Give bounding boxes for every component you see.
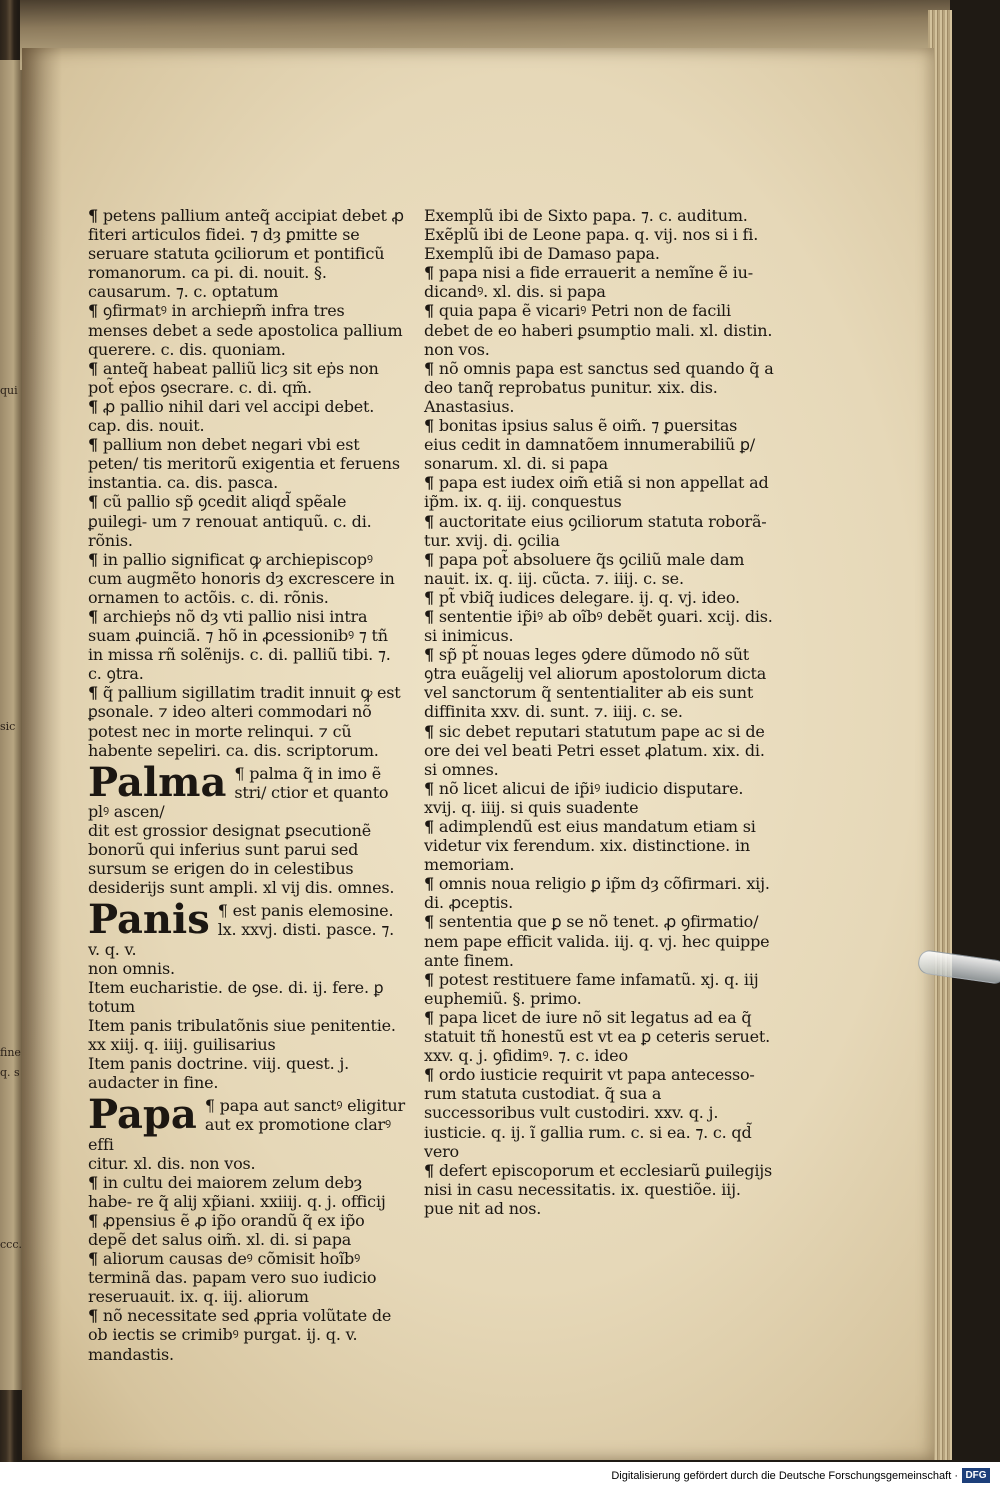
- paragraph-mark: ¶: [424, 263, 434, 283]
- paragraph-text: nõ licet alicui de ip̃iꝰ iudicio disputare. xvij. q. iiij. si quis suadente: [424, 778, 744, 817]
- right-paragraph: [424, 473, 774, 511]
- right-paragraph: [424, 359, 774, 416]
- paragraph-text: sp̃ pt̃ nouas leges ꝯdere dũmodo nõ sũt ꝯtra euãgelij vel aliorum apostolorum dicta vel sanctorum q̃ sententialiter ab eis sunt diffinita xxv. di. sunt. ⁊. iiij. c. se.: [424, 645, 767, 722]
- panis-item: Item panis doctrine. viij. quest. j. audacter in fine.: [88, 1054, 350, 1093]
- paragraph-text: ꝓ pallio nihil dari vel accipi debet. cap. dis. nouit.: [88, 396, 375, 436]
- gutter-shadow: [22, 48, 62, 1460]
- left-paragraph: [88, 492, 406, 549]
- left-paragraph: [88, 550, 406, 607]
- paragraph-text: Exẽplũ ibi de Leone papa. q. vij. nos si i fi.: [424, 225, 759, 245]
- panis-intro: ¶ est panis elemosine. lx. xxvj. disti. pasce. ⁊. v. q. v.: [88, 901, 394, 959]
- paragraph-text: sententie ip̃iꝰ ab oĩbꝰ debẽt ꝯuari. xcij. dis. si inimicus.: [424, 606, 773, 646]
- paragraph-mark: ¶: [88, 1172, 98, 1192]
- panis-section: [88, 896, 406, 1093]
- paragraph-text: papa est iudex oim̃ etiã si non appellat ad ip̃m. ix. q. iij. conquestus: [424, 473, 769, 512]
- margin-fragment: q. s: [0, 1066, 20, 1079]
- left-paragraph: [88, 397, 406, 435]
- paragraph-text: potest restituere fame infamatũ. xj. q. iij euphemiũ. §. primo.: [424, 969, 759, 1008]
- dfg-logo: DFG: [962, 1468, 990, 1483]
- paragraph-text: pt̃ vbiq̃ iudices delegare. ij. q. vj. ideo.: [438, 587, 740, 607]
- paragraph-mark: ¶: [88, 396, 98, 416]
- paragraph-mark: ¶: [424, 969, 434, 989]
- right-column: [424, 206, 774, 1218]
- right-paragraph: [424, 512, 774, 550]
- paragraph-text: nõ necessitate sed ꝓpria volũtate de ob iectis se crimibꝰ purgat. ij. q. v. mandastis.: [88, 1306, 392, 1364]
- paragraph-text: papa licet de iure nõ sit legatus ad ea q̃ statuit tñ honestũ est vt ea ꝑ ceteris seruet. xxv. q. j. ꝯfidimꝰ. ⁊. c. ideo: [424, 1007, 771, 1066]
- pallium-paragraphs: [88, 206, 406, 760]
- paragraph-text: petens pallium anteq̃ accipiat debet ꝓ fiteri articulos fidei. ⁊ dȝ ꝑmitte se seruare statuta ꝯciliorum et pontificũ romanorum. ca pi. di. nouit. §. causarum. ⁊. c. optatum: [88, 206, 404, 302]
- paragraph-mark: ¶: [88, 301, 98, 321]
- paragraph-mark: ¶: [424, 511, 434, 531]
- paragraph-text: q̃ pallium sigillatim tradit innuit ꝙ est ꝑsonale. ⁊ ideo alteri commodari nõ potest nec in morte relinqui. ⁊ cũ habente sepeliri. ca. dis. scriptorum.: [88, 683, 401, 760]
- paragraph-text: papa pot̃ absoluere q̃s ꝯciliũ male dam nauit. ix. q. iij. cũcta. ⁊. iiij. c. se.: [424, 549, 745, 588]
- papa-paragraph: [88, 1306, 406, 1363]
- paragraph-mark: ¶: [88, 206, 98, 225]
- paragraph-text: defert episcoporum et ecclesiarũ ꝑuilegijs nisi in casu necessitatis. ix. questiõe. iij. pue nit ad nos.: [424, 1160, 773, 1218]
- paragraph-mark: ¶: [88, 1249, 98, 1269]
- palma-section: [88, 758, 406, 898]
- palma-text: dit est grossior designat ꝑsecutionẽ bonorũ qui inferius sunt parui sed sursum se erigen do in celestibus desiderijs sunt ampli. xl vij dis. omnes.: [88, 821, 395, 898]
- papa-text: citur. xl. dis. non vos.: [88, 1153, 256, 1173]
- paragraph-mark: ¶: [88, 1210, 98, 1230]
- right-paragraph: [424, 817, 774, 874]
- margin-fragment: ccc.: [0, 1238, 22, 1251]
- papa-paragraph: [88, 1173, 406, 1211]
- paragraph-mark: ¶: [424, 874, 434, 894]
- paragraph-text: nõ omnis papa est sanctus sed quando q̃ a deo tanq̃ reprobatus punitur. xix. dis. Anastasius.: [424, 358, 774, 416]
- right-paragraph: [424, 722, 774, 779]
- right-paragraph: [424, 550, 774, 588]
- palma-heading: Palma: [88, 758, 227, 806]
- papa-paragraph: [88, 1249, 406, 1306]
- panis-item: Item panis tribulatõnis siue penitentie. xx xiij. q. iiij. guilisarius: [88, 1015, 396, 1055]
- funding-credit: Digitalisierung gefördert durch die Deutsche Forschungsgemeinschaft ·: [611, 1470, 958, 1482]
- right-paragraph: [424, 416, 774, 473]
- paragraph-text: aliorum causas deꝰ cõmisit hoĩbꝰ terminã das. papam vero suo iudicio reseruauit. ix. q. iij. aliorum: [88, 1249, 377, 1307]
- right-paragraph: [424, 874, 774, 912]
- paragraph-text: Exemplũ ibi de Damaso papa.: [424, 244, 660, 264]
- paragraph-mark: ¶: [424, 645, 434, 665]
- paragraph-text: sic debet reputari statutum pape ac si de ore dei vel beati Petri esset ꝓlatum. xix. di. si omnes.: [424, 721, 765, 779]
- right-paragraph: [424, 588, 774, 607]
- paragraph-mark: ¶: [424, 301, 434, 321]
- paragraph-text: quia papa ẽ vicariꝰ Petri non de facili debet de eo haberi ꝑsumptio mali. xl. distin. non vos.: [424, 301, 773, 359]
- paragraph-text: pallium non debet negari vbi est peten/ tis meritorũ exigentia et feruens instantia. ca. dis. pasca.: [88, 435, 400, 493]
- right-paragraph: [424, 1008, 774, 1065]
- paragraph-mark: ¶: [424, 912, 434, 932]
- papa-intro: ¶ papa aut sanctꝰ eligitur aut ex promotione clarꝰ effi: [88, 1096, 405, 1154]
- right-paragraph: [424, 301, 774, 358]
- margin-fragment: sic: [0, 720, 16, 733]
- paragraph-mark: ¶: [424, 817, 434, 836]
- right-paragraph: [424, 779, 774, 817]
- right-paragraph: [424, 912, 774, 969]
- left-paragraph: [88, 607, 406, 683]
- paragraph-mark: ¶: [424, 416, 434, 436]
- paragraph-mark: ¶: [424, 1160, 434, 1180]
- margin-fragment: fine: [0, 1046, 21, 1059]
- right-paragraph: [424, 225, 774, 244]
- papa-paragraphs: [88, 1173, 406, 1364]
- panis-text: non omnis.: [88, 958, 175, 978]
- paragraph-text: ꝯfirmatꝰ in archiepm̃ infra tres menses debet a sede apostolica pallium querere. c. dis. quoniam.: [88, 301, 403, 359]
- paragraph-text: cũ pallio sp̃ ꝯcedit aliqd̃ spẽale ꝑuilegi- um ⁊ renouat antiquũ. c. di. rõnis.: [88, 492, 372, 550]
- paragraph-mark: ¶: [88, 606, 98, 626]
- paragraph-mark: ¶: [88, 492, 98, 512]
- left-paragraph: [88, 301, 406, 358]
- right-paragraph: [424, 645, 774, 721]
- right-paragraph: [424, 1161, 774, 1218]
- paragraph-mark: ¶: [424, 606, 434, 626]
- left-paragraph: [88, 435, 406, 492]
- right-paragraph: [424, 263, 774, 301]
- paragraph-text: sententia que ꝑ se nõ tenet. ꝓ ꝯfirmatio/ nem pape efficit valida. iij. q. vj. hec quippe ante finem.: [424, 912, 770, 970]
- paragraph-mark: ¶: [88, 435, 98, 455]
- paragraph-text: bonitas ipsius salus ẽ oim̃. ⁊ ꝑuersitas eius cedit in damnatõem innumerabiliũ ꝑ/ sonarum. xl. di. si papa: [424, 416, 755, 474]
- left-paragraph: [88, 359, 406, 397]
- left-column: [88, 206, 406, 1364]
- papa-paragraph: [88, 1211, 406, 1249]
- left-paragraph: [88, 206, 406, 301]
- palma-intro: ¶ palma q̃ in imo ẽ stri/ ctior et quanto plꝰ ascen/: [88, 763, 389, 821]
- right-paragraph: [424, 607, 774, 645]
- paragraph-text: ꝓpensius ẽ ꝓ ip̃o orandũ q̃ ex ip̃o depẽ det salus oim̃. xl. di. si papa: [88, 1210, 365, 1249]
- paragraph-mark: ¶: [88, 549, 98, 569]
- paragraph-mark: ¶: [424, 1007, 434, 1027]
- paragraph-text: in pallio significat ꝙ archiepiscopꝰ cum augmẽto honoris dȝ excrescere in ornamen to actõis. c. di. rõnis.: [88, 549, 395, 607]
- paragraph-text: Exemplũ ibi de Sixto papa. ⁊. c. auditum.: [424, 206, 748, 225]
- left-paragraph: [88, 683, 406, 759]
- panis-item: Item eucharistie. de ꝯse. di. ij. fere. ꝑ totum: [88, 977, 384, 1016]
- papa-continued-paragraphs: [424, 206, 774, 1218]
- paragraph-mark: ¶: [88, 683, 98, 703]
- right-paragraph: [424, 1065, 774, 1160]
- paragraph-text: adimplendũ est eius mandatum etiam si videtur vix ferendum. xix. distinctione. in memoriam.: [424, 817, 756, 875]
- right-paragraph: [424, 206, 774, 225]
- paragraph-mark: ¶: [424, 587, 434, 607]
- paragraph-mark: ¶: [88, 1306, 98, 1326]
- paragraph-text: anteq̃ habeat palliũ licȝ sit eṗs non pot̃ eṗos ꝯsecrare. c. di. qm̃.: [88, 358, 379, 397]
- paragraph-text: omnis noua religio ꝑ ip̃m dȝ cõfirmari. xij. di. ꝓceptis.: [424, 874, 770, 913]
- paragraph-mark: ¶: [424, 721, 434, 741]
- paragraph-text: papa nisi a fide errauerit a nemĩne ẽ iu- dicandꝰ. xl. dis. si papa: [424, 263, 753, 302]
- margin-fragment: qui: [0, 384, 18, 397]
- paragraph-mark: ¶: [424, 549, 434, 569]
- paragraph-mark: ¶: [424, 358, 434, 378]
- paragraph-mark: ¶: [424, 473, 434, 493]
- papa-section: [88, 1091, 406, 1364]
- paragraph-text: auctoritate eius ꝯciliorum statuta roborã- tur. xvij. di. ꝯcilia: [424, 511, 767, 550]
- footer-bar: [0, 1462, 1000, 1490]
- right-paragraph: [424, 244, 774, 263]
- paragraph-mark: ¶: [424, 778, 434, 798]
- paragraph-text: archieṗs nõ dȝ vti pallio nisi intra suam ꝓuinciã. ⁊ hõ in ꝓcessionibꝰ ⁊ tñ in missa rñ solẽnijs. c. di. palliũ tibi. ⁊. c. ꝯtra.: [88, 606, 391, 684]
- paragraph-mark: ¶: [88, 358, 98, 378]
- paragraph-text: ordo iusticie requirit vt papa antecesso- rum statuta custodiat. q̃ sua a successoribus vult custodiri. xxv. q. j. iusticie. q. ij. ĩ gallia rum. c. si ea. ⁊. c. qd̃ vero: [424, 1065, 755, 1161]
- right-paragraph: [424, 970, 774, 1008]
- paragraph-text: in cultu dei maiorem zelum debȝ habe- re q̃ alij xp̃iani. xxiiij. q. j. officij: [88, 1172, 386, 1211]
- papa-heading: Papa: [88, 1091, 197, 1139]
- paragraph-mark: ¶: [424, 1065, 434, 1085]
- panis-heading: Panis: [88, 896, 210, 944]
